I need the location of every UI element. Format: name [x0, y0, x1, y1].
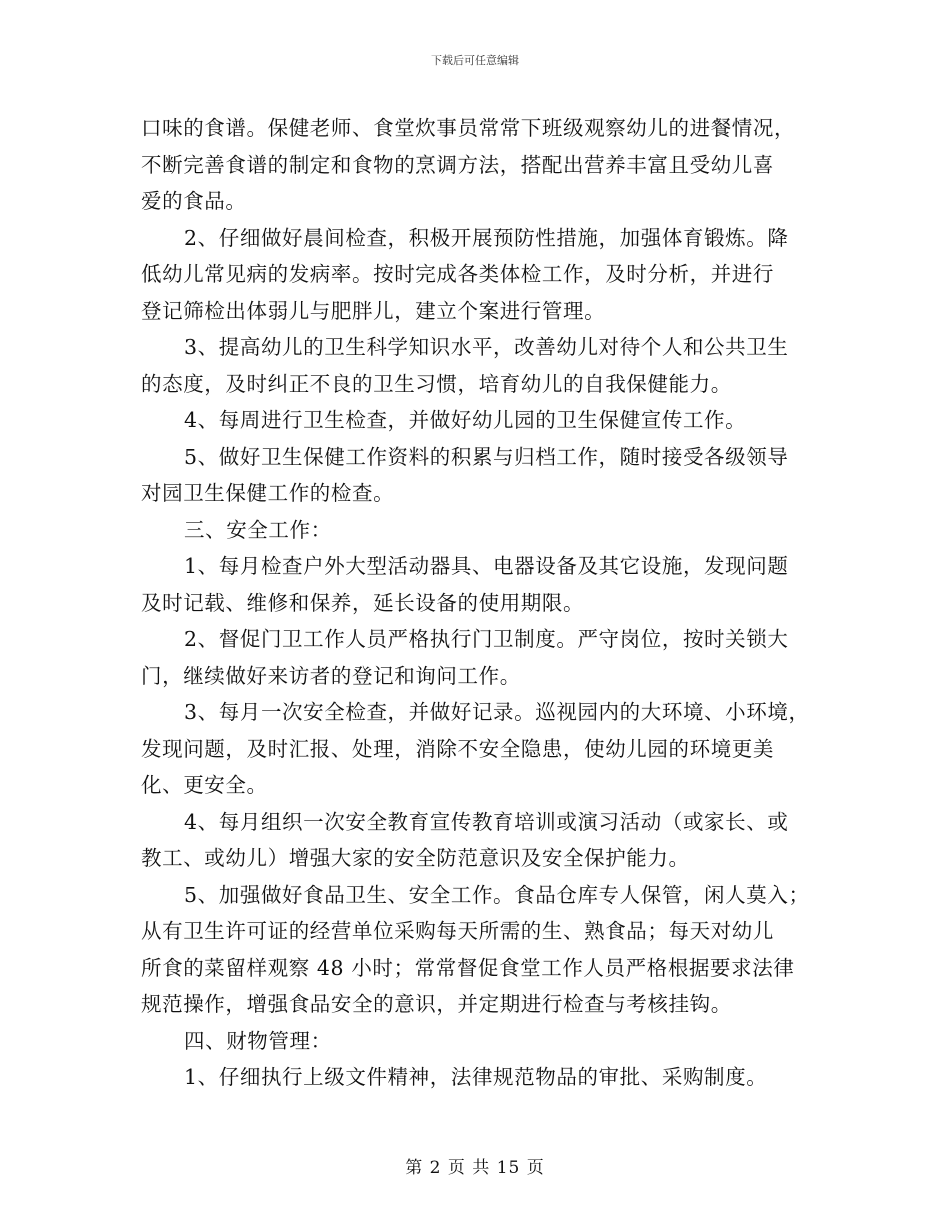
text-line: 发现问题，及时汇报、处理，消除不安全隐患，使幼儿园的环境更美 [141, 736, 774, 761]
text-line: 规范操作，增强食品安全的意识，并定期进行检查与考核挂钩。 [141, 992, 732, 1016]
text-line: 5、做好卫生保健工作资料的积累与归档工作，随时接受各级领导 [184, 444, 789, 469]
text-line: 三、安全工作： [184, 517, 332, 542]
page-footer: 第 2 页 共 15 页 [405, 1158, 545, 1178]
text-line: 门，继续做好来访者的登记和询问工作。 [141, 663, 521, 688]
text-line: 口味的食谱。保健老师、食堂炊事员常常下班级观察幼儿的进餐情况， [141, 116, 796, 140]
text-line: 不断完善食谱的制定和食物的烹调方法，搭配出营养丰富且受幼儿喜 [141, 152, 774, 177]
text-line: 3、提高幼儿的卫生科学知识水平，改善幼儿对待个人和公共卫生 [184, 335, 789, 359]
text-line: 对园卫生保健工作的检查。 [141, 481, 395, 505]
text-line: 4、每月组织一次安全教育宣传教育培训或演习活动（或家长、或 [184, 809, 789, 834]
text-line: 爱的食品。 [141, 189, 247, 213]
text-line: 从有卫生许可证的经营单位采购每天所需的生、熟食品；每天对幼儿 [141, 919, 774, 943]
text-line: 登记筛检出体弱儿与肥胖儿，建立个案进行管理。 [141, 298, 606, 323]
text-line: 所食的菜留样观察 48 小时；常常督促食堂工作人员严格根据要求法律 [141, 955, 795, 980]
text-line: 1、每月检查户外大型活动器具、电器设备及其它设施，发现问题 [184, 554, 789, 578]
text-line: 化、更安全。 [141, 773, 268, 797]
text-line: 1、仔细执行上级文件精神，法律规范物品的审批、采购制度。 [184, 1065, 768, 1089]
text-line: 2、仔细做好晨间检查，积极开展预防性措施，加强体育锻炼。降 [184, 225, 789, 250]
text-line: 2、督促门卫工作人员严格执行门卫制度。严守岗位，按时关锁大 [184, 627, 789, 651]
text-line: 低幼儿常见病的发病率。按时完成各类体检工作，及时分析，并进行 [141, 262, 774, 286]
text-line: 3、每月一次安全检查，并做好记录。巡视园内的大环境、小环境， [184, 700, 810, 724]
page-header: 下载后可任意编辑 [431, 54, 519, 67]
text-line: 教工、或幼儿）增强大家的安全防范意识及安全保护能力。 [141, 846, 690, 870]
text-line: 及时记载、维修和保养，延长设备的使用期限。 [141, 590, 585, 615]
text-line: 4、每周进行卫生检查，并做好幼儿园的卫生保健宣传工作。 [184, 408, 747, 432]
text-line: 的态度，及时纠正不良的卫生习惯，培育幼儿的自我保健能力。 [141, 371, 732, 396]
document-body [141, 110, 821, 1096]
text-line: 5、加强做好食品卫生、安全工作。食品仓库专人保管，闲人莫入； [184, 882, 810, 907]
text-line: 四、财物管理： [184, 1028, 332, 1053]
